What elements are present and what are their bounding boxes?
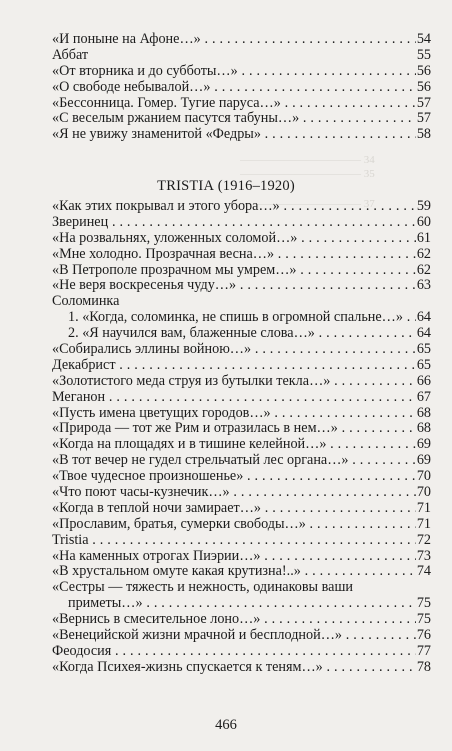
toc-entry[interactable] bbox=[0, 644, 452, 660]
toc-entry[interactable] bbox=[0, 263, 452, 279]
section-title: TRISTIA bbox=[157, 178, 215, 194]
toc-entry[interactable] bbox=[0, 127, 452, 143]
toc-entry-title: «В тот вечер не гудел стрельча́тый лес органа…» . . . bbox=[52, 453, 416, 469]
toc-subentry[interactable] bbox=[0, 310, 452, 326]
toc-entry-page: 62 bbox=[416, 261, 431, 278]
toc-before-section bbox=[0, 32, 452, 143]
toc-entry-page: 73 bbox=[416, 547, 431, 564]
toc-entry-title: «О свободе небывалой…» . . . bbox=[52, 80, 416, 96]
toc-entry[interactable] bbox=[0, 80, 452, 96]
toc-entry-page: 58 bbox=[416, 126, 431, 143]
toc-entry[interactable] bbox=[0, 390, 452, 406]
section-heading bbox=[0, 177, 452, 195]
toc-entry-title: приметы…» . . . bbox=[68, 596, 416, 612]
toc-entry-title: 2. «Я научился вам, блаженные слова…» . . . bbox=[68, 326, 416, 342]
toc-entry[interactable] bbox=[0, 247, 452, 263]
toc-entry-title: «Когда в теплой ночи замирает…» . . . bbox=[52, 501, 416, 517]
toc-entry-page: 63 bbox=[416, 277, 431, 294]
toc-entry[interactable] bbox=[0, 111, 452, 127]
toc-entry[interactable] bbox=[0, 32, 452, 48]
toc-entry-title: 1. «Когда, соломинка, не спишь в огромной спальне…» . . . bbox=[68, 310, 416, 326]
toc-entry-title: «Венецийской жизни мрачной и бесплодной…» . . . bbox=[52, 628, 416, 644]
toc-entry-page: 55 bbox=[416, 46, 431, 63]
toc-entry-continuation[interactable] bbox=[0, 596, 452, 612]
toc-entry[interactable] bbox=[0, 469, 452, 485]
page-number: 466 bbox=[215, 717, 237, 733]
toc-entry-title: «Когда Психея-жизнь спускается к теням…» . . . bbox=[52, 660, 416, 676]
toc-entry[interactable] bbox=[0, 485, 452, 501]
toc-entry[interactable] bbox=[0, 96, 452, 112]
toc-entry-title: «Бессонница. Гомер. Тугие паруса…» . . . bbox=[52, 96, 416, 112]
toc-entry-title: «От вторника и до субботы…» . . . bbox=[52, 64, 416, 80]
toc-entry[interactable] bbox=[0, 628, 452, 644]
toc-entry-page: 56 bbox=[416, 62, 431, 79]
toc-entry-title: Соломинка bbox=[52, 294, 120, 310]
toc-subentry[interactable] bbox=[0, 326, 452, 342]
toc-entry-title: «Сестры — тяжесть и нежность, одинаковы ваши bbox=[52, 580, 353, 596]
toc-entry-page: 76 bbox=[416, 627, 431, 644]
toc-entry-page: 71 bbox=[416, 499, 431, 516]
toc-entry-page: 57 bbox=[416, 94, 431, 111]
toc-entry-title: «Пусть имена цветущих городов…» . . . bbox=[52, 406, 416, 422]
toc-entry[interactable] bbox=[0, 215, 452, 231]
toc-entry-title: «Прославим, братья, сумерки свободы…» . . . bbox=[52, 517, 416, 533]
toc-entry-page: 67 bbox=[416, 388, 431, 405]
toc-entry-title: «На розвальнях, уложенных соломой…» . . . bbox=[52, 231, 416, 247]
toc-entry[interactable] bbox=[0, 564, 452, 580]
toc-entry-title: «Как этих покрывал и этого убора…» . . . bbox=[52, 199, 416, 215]
toc-entry[interactable] bbox=[0, 231, 452, 247]
toc-entry[interactable] bbox=[0, 437, 452, 453]
toc-entry[interactable] bbox=[0, 374, 452, 390]
toc-entry-page: 68 bbox=[416, 420, 431, 437]
section-years: (1916–1920) bbox=[217, 178, 295, 194]
toc-entry-page: 68 bbox=[416, 404, 431, 421]
toc-entry[interactable] bbox=[0, 64, 452, 80]
toc-entry-title: «Не веря воскресенья чуду…» . . . bbox=[52, 278, 416, 294]
toc-entry-page: 66 bbox=[416, 372, 431, 389]
toc-entry-page: 61 bbox=[416, 229, 431, 246]
toc-entry-page: 72 bbox=[416, 531, 431, 548]
toc-entry-title: Феодосия . . . bbox=[52, 644, 416, 660]
toc-entry-title: «Что поют часы-кузнечик…» . . . bbox=[52, 485, 416, 501]
toc-entry-title: Tristia . . . bbox=[52, 533, 416, 549]
toc-entry-page: 64 bbox=[416, 309, 431, 326]
bleed-through-text: ——————————— 37 bbox=[240, 198, 375, 210]
toc-entry[interactable] bbox=[0, 517, 452, 533]
toc-entry[interactable] bbox=[0, 406, 452, 422]
toc-entry[interactable] bbox=[0, 278, 452, 294]
toc-entry[interactable] bbox=[0, 421, 452, 437]
toc-entry-page: 75 bbox=[416, 595, 431, 612]
toc-entry-title: Зверинец . . . bbox=[52, 215, 416, 231]
toc-entry-title: «На каменных отрогах Пиэрии…» . . . bbox=[52, 549, 416, 565]
toc-entry-page: 70 bbox=[416, 468, 431, 485]
toc-entry[interactable] bbox=[0, 342, 452, 358]
toc-entry[interactable] bbox=[0, 199, 452, 215]
toc-entry[interactable] bbox=[0, 453, 452, 469]
toc-entry-page: 69 bbox=[416, 452, 431, 469]
toc-entry-title: «Вернись в смесительное лоно…» . . . bbox=[52, 612, 416, 628]
bleed-through-text: ——————————— 35 bbox=[240, 168, 375, 180]
toc-entry-page: 77 bbox=[416, 642, 431, 659]
toc-entry-title: «Природа — тот же Рим и отразилась в нем…» . . . bbox=[52, 421, 416, 437]
toc-entry[interactable] bbox=[0, 501, 452, 517]
toc-entry-page: 70 bbox=[416, 484, 431, 501]
toc-entry[interactable] bbox=[0, 612, 452, 628]
toc-entry-title: Меганон . . . bbox=[52, 390, 416, 406]
toc-entry-title: «В Петрополе прозрачном мы умрем…» . . . bbox=[52, 263, 416, 279]
toc-group-heading bbox=[0, 294, 452, 310]
toc-tristia-section bbox=[0, 199, 452, 676]
toc-entry-page: 65 bbox=[416, 356, 431, 373]
toc-entry-title: «С веселым ржанием пасутся табуны…» . . . bbox=[52, 111, 416, 127]
toc-entry-title: «Мне холодно. Прозрачная весна…» . . . bbox=[52, 247, 416, 263]
toc-entry-title: «Твое чудесное произношенье» . . . bbox=[52, 469, 416, 485]
toc-entry[interactable] bbox=[0, 533, 452, 549]
toc-entry[interactable] bbox=[0, 660, 452, 676]
toc-entry-page: 59 bbox=[416, 198, 431, 214]
toc-entry-page: 54 bbox=[416, 31, 431, 47]
toc-entry-page: 60 bbox=[416, 213, 431, 230]
toc-entry-page: 62 bbox=[416, 245, 431, 262]
toc-entry-first-line[interactable] bbox=[0, 580, 452, 596]
toc-entry-page: 71 bbox=[416, 515, 431, 532]
toc-entry[interactable] bbox=[0, 358, 452, 374]
toc-entry-title: Декабрист . . . bbox=[52, 358, 416, 374]
toc-entry-page: 57 bbox=[416, 110, 431, 127]
toc-entry-page: 78 bbox=[416, 658, 431, 675]
toc-entry-page: 69 bbox=[416, 436, 431, 453]
toc-entry-page: 65 bbox=[416, 341, 431, 358]
bleed-through-text: ——————————— 34 bbox=[240, 154, 375, 166]
toc-entry-title: «В хрустальном омуте какая крутизна!..» . . . bbox=[52, 564, 416, 580]
toc-entry-title: «И поныне на Афоне…» . . . bbox=[52, 32, 416, 48]
toc-entry[interactable] bbox=[0, 549, 452, 565]
toc-entry-page: 74 bbox=[416, 563, 431, 580]
toc-entry-title: Аббат bbox=[52, 47, 89, 63]
toc-entry-title: «Собирались эллины войною…» . . . bbox=[52, 342, 416, 358]
toc-entry-page: 75 bbox=[416, 611, 431, 628]
toc-entry-title: «Когда на площадях и в тишине келейной…» . . . bbox=[52, 437, 416, 453]
toc-entry-page: 56 bbox=[416, 78, 431, 95]
toc-entry-title: «Золотистого меда струя из бутылки текла…» . . . bbox=[52, 374, 416, 390]
toc-entry[interactable] bbox=[0, 48, 452, 64]
toc-entry-page: 64 bbox=[416, 325, 431, 342]
toc-entry-title: «Я не увижу знаменитой «Федры» . . . bbox=[52, 127, 416, 143]
